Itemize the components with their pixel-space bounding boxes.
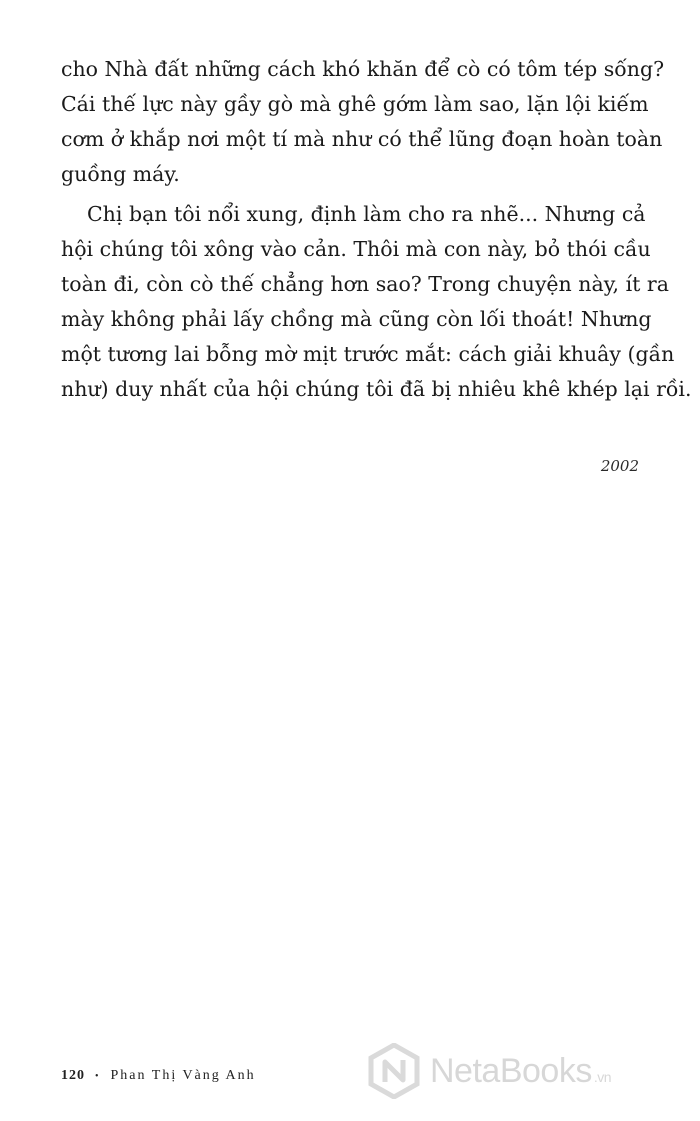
- paragraph-2: [61, 197, 692, 407]
- text-line: cơm ở khắp nơi một tí mà như có thể lũng đoạn hoàn toàn: [61, 127, 663, 151]
- text-line: hội chúng tôi xông vào cản. Thôi mà con này, bỏ thói cầu: [61, 237, 651, 261]
- text-line: mày không phải lấy chồng mà cũng còn lối thoát! Nhưng: [61, 307, 652, 331]
- footer-separator: •: [95, 1070, 101, 1082]
- footer-author: Phan Thị Vàng Anh: [110, 1068, 256, 1083]
- watermark-brand: NetaBooks: [430, 1051, 592, 1090]
- netabooks-watermark: [366, 1043, 611, 1099]
- page-footer: [61, 1068, 256, 1084]
- netabooks-logo-icon: [366, 1043, 422, 1099]
- watermark-text: [430, 1052, 611, 1091]
- page-number: 120: [61, 1068, 85, 1083]
- text-line: toàn đi, còn cò thế chẳng hơn sao? Trong chuyện này, ít ra: [61, 272, 669, 296]
- year-dateline: 2002: [600, 457, 639, 475]
- text-line: cho Nhà đất những cách khó khăn để cò có tôm tép sống?: [61, 57, 665, 81]
- text-line: guồng máy.: [61, 162, 180, 186]
- text-line: một tương lai bỗng mờ mịt trước mắt: cách giải khuây (gần: [61, 342, 675, 366]
- text-line: như) duy nhất của hội chúng tôi đã bị nhiêu khê khép lại rồi.: [61, 377, 692, 401]
- text-line: Cái thế lực này gầy gò mà ghê gớm làm sao, lặn lội kiếm: [61, 92, 649, 116]
- text-line: Chị bạn tôi nổi xung, định làm cho ra nhẽ... Nhưng cả: [87, 202, 646, 226]
- body-text: [61, 52, 692, 407]
- watermark-suffix: .vn: [593, 1068, 612, 1085]
- paragraph-1: [61, 52, 665, 192]
